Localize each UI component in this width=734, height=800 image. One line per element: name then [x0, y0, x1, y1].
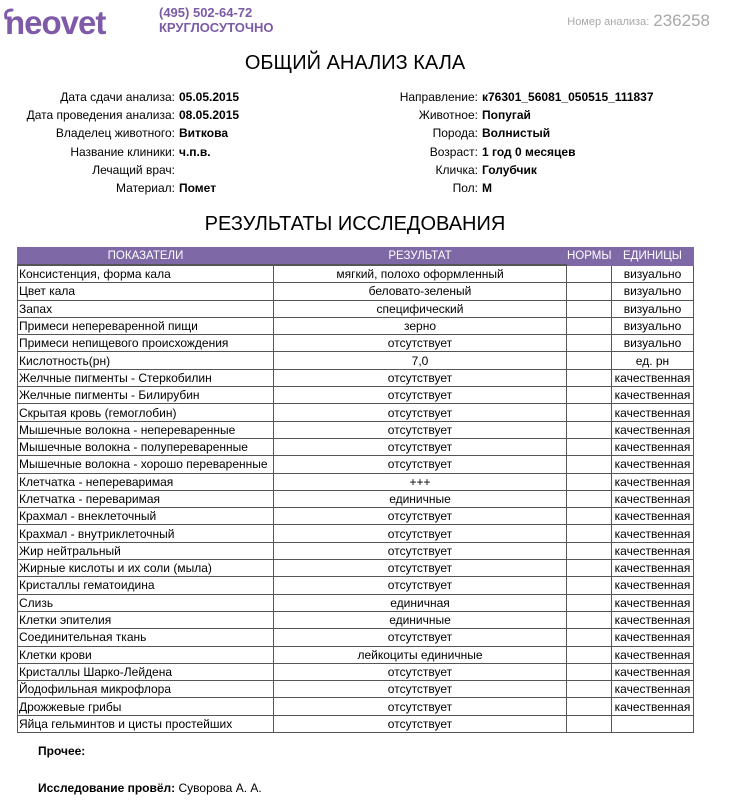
info-row — [0, 143, 239, 161]
info-left — [0, 88, 239, 197]
table-row — [18, 456, 694, 473]
cell-indicator: Крахмал - внеклеточный — [18, 508, 274, 525]
cell-norm — [567, 352, 612, 369]
cell-unit: качественная — [612, 525, 694, 542]
cell-result: отсутствует — [274, 369, 567, 386]
header-norms: НОРМЫ — [567, 248, 612, 266]
info-value: Виткова — [179, 126, 228, 141]
table-row — [18, 611, 694, 628]
cell-norm — [567, 335, 612, 352]
table-row — [18, 681, 694, 698]
cell-norm — [567, 560, 612, 577]
cell-unit: качественная — [612, 473, 694, 490]
info-row — [0, 124, 239, 142]
performed-label: Исследование провёл: — [38, 781, 176, 795]
table-row — [18, 629, 694, 646]
cell-indicator: Скрытая кровь (гемоглобин) — [18, 404, 274, 421]
cell-result: отсутствует — [274, 715, 567, 732]
cell-result: отсутствует — [274, 577, 567, 594]
info-label: Владелец животного: — [55, 126, 175, 141]
cell-indicator: Клетки эпителия — [18, 611, 274, 628]
table-row — [18, 369, 694, 386]
cell-norm — [567, 663, 612, 680]
info-value: М — [482, 180, 492, 195]
info-row — [330, 106, 654, 124]
contact-block — [159, 5, 273, 35]
cell-unit: качественная — [612, 490, 694, 507]
cell-indicator: Желчные пигменты - Стеркобилин — [18, 369, 274, 386]
cell-result: отсутствует — [274, 542, 567, 559]
table-row — [18, 283, 694, 300]
cell-norm — [567, 300, 612, 317]
cell-norm — [567, 542, 612, 559]
info-value: Волнистый — [482, 126, 551, 141]
cell-indicator: Жир нейтральный — [18, 542, 274, 559]
cell-norm — [567, 577, 612, 594]
analysis-number-label: Номер анализа: — [567, 16, 650, 28]
table-header-row — [18, 248, 694, 266]
info-row — [330, 161, 654, 179]
table-row — [18, 335, 694, 352]
cell-result: отсутствует — [274, 663, 567, 680]
info-label: Дата проведения анализа: — [26, 108, 175, 123]
info-label: Пол: — [452, 180, 478, 195]
table-row — [18, 542, 694, 559]
table-row — [18, 421, 694, 438]
cell-norm — [567, 283, 612, 300]
cell-result: отсутствует — [274, 456, 567, 473]
cell-result: отсутствует — [274, 387, 567, 404]
cell-indicator: Клетчатка - непереваримая — [18, 473, 274, 490]
cell-indicator: Кислотность(рн) — [18, 352, 274, 369]
table-row — [18, 560, 694, 577]
table-row — [18, 473, 694, 490]
cell-indicator: Желчные пигменты - Билирубин — [18, 387, 274, 404]
results-table-body — [18, 265, 694, 733]
cell-indicator: Клетчатка - переваримая — [18, 490, 274, 507]
cell-unit: качественная — [612, 698, 694, 715]
cell-unit: визуально — [612, 335, 694, 352]
cell-unit: ед. рн — [612, 352, 694, 369]
info-label: Название клиники: — [70, 144, 175, 159]
cell-indicator: Йодофильная микрофлора — [18, 681, 274, 698]
table-row — [18, 663, 694, 680]
cell-norm — [567, 525, 612, 542]
cell-unit: качественная — [612, 560, 694, 577]
page-title: ОБЩИЙ АНАЛИЗ КАЛА — [244, 52, 466, 74]
cell-unit: качественная — [612, 663, 694, 680]
other-label: Прочее: — [38, 744, 86, 758]
cell-result: +++ — [274, 473, 567, 490]
cell-result: отсутствует — [274, 698, 567, 715]
info-value: ч.п.в. — [179, 144, 211, 159]
cell-indicator: Мышечные волокна - полупереваренные — [18, 438, 274, 455]
analysis-number — [567, 10, 710, 30]
header-units: ЕДИНИЦЫ — [612, 248, 694, 266]
cell-indicator: Соединительная ткань — [18, 629, 274, 646]
cell-norm — [567, 438, 612, 455]
info-label: Материал: — [116, 180, 175, 195]
table-row — [18, 594, 694, 611]
cell-result: беловато-зеленый — [274, 283, 567, 300]
info-value: Голубчик — [482, 162, 537, 177]
cell-norm — [567, 594, 612, 611]
table-row — [18, 438, 694, 455]
header-indicators: ПОКАЗАТЕЛИ — [18, 248, 274, 266]
cell-norm — [567, 698, 612, 715]
cell-norm — [567, 681, 612, 698]
info-label: Дата сдачи анализа: — [60, 90, 175, 104]
cell-indicator: Примеси непищевого происхождения — [18, 335, 274, 352]
cell-unit: качественная — [612, 577, 694, 594]
cell-norm — [567, 369, 612, 386]
cell-indicator: Кристаллы гематоидина — [18, 577, 274, 594]
header-result: РЕЗУЛЬТАТ — [274, 248, 567, 266]
cell-norm — [567, 404, 612, 421]
analysis-number-value: 236258 — [653, 11, 710, 30]
cell-indicator: Крахмал - внутриклеточный — [18, 525, 274, 542]
cell-indicator: Примеси непереваренной пищи — [18, 317, 274, 334]
cell-norm — [567, 490, 612, 507]
cell-result: 7,0 — [274, 352, 567, 369]
cell-result: отсутствует — [274, 560, 567, 577]
cell-indicator: Жирные кислоты и их соли (мыла) — [18, 560, 274, 577]
cell-indicator: Дрожжевые грибы — [18, 698, 274, 715]
performed-by — [38, 781, 262, 795]
cell-unit: качественная — [612, 508, 694, 525]
results-table — [17, 247, 694, 733]
info-label: Возраст: — [429, 144, 478, 159]
cell-norm — [567, 421, 612, 438]
info-row — [330, 124, 654, 142]
table-row — [18, 525, 694, 542]
table-row — [18, 387, 694, 404]
cell-unit: качественная — [612, 646, 694, 663]
phone-number: (495) 502-64-72 — [159, 5, 253, 20]
cell-unit: качественная — [612, 629, 694, 646]
cell-norm — [567, 629, 612, 646]
cell-unit: визуально — [612, 283, 694, 300]
table-row — [18, 508, 694, 525]
cell-result: отсутствует — [274, 525, 567, 542]
cell-result: единичные — [274, 490, 567, 507]
cell-result: отсутствует — [274, 438, 567, 455]
table-row — [18, 490, 694, 507]
cell-indicator: Слизь — [18, 594, 274, 611]
info-label: Направление: — [399, 90, 478, 104]
info-value: 05.05.2015 — [179, 90, 240, 104]
info-row — [0, 161, 239, 179]
table-row — [18, 404, 694, 421]
hours-label: КРУГЛОСУТОЧНО — [159, 20, 274, 35]
performed-value: Суворова А. А. — [178, 781, 262, 795]
cell-unit: качественная — [612, 369, 694, 386]
cell-norm — [567, 317, 612, 334]
cell-result: лейкоциты единичные — [274, 646, 567, 663]
cell-norm — [567, 265, 612, 283]
cell-result: отсутствует — [274, 629, 567, 646]
cell-result: мягкий, полохо оформленный — [274, 265, 567, 283]
table-row — [18, 300, 694, 317]
table-row — [18, 317, 694, 334]
cell-unit: визуально — [612, 300, 694, 317]
cell-result: единичные — [274, 611, 567, 628]
cell-norm — [567, 611, 612, 628]
info-row — [330, 143, 654, 161]
cell-norm — [567, 456, 612, 473]
cell-indicator: Яйца гельминтов и цисты простейших — [18, 715, 274, 732]
info-row — [0, 179, 239, 197]
cell-unit: качественная — [612, 421, 694, 438]
info-value: к76301_56081_050515_111837 — [482, 90, 654, 104]
cell-norm — [567, 646, 612, 663]
cell-result: отсутствует — [274, 681, 567, 698]
info-value: Попугай — [482, 108, 531, 123]
table-row — [18, 715, 694, 732]
cell-unit: качественная — [612, 594, 694, 611]
info-row — [0, 106, 239, 124]
results-title: РЕЗУЛЬТАТЫ ИССЛЕДОВАНИЯ — [204, 213, 506, 235]
cell-unit: качественная — [612, 456, 694, 473]
cell-norm — [567, 508, 612, 525]
cell-unit — [612, 715, 694, 732]
cell-result: отсутствует — [274, 404, 567, 421]
info-row — [330, 179, 654, 197]
cell-unit: визуально — [612, 317, 694, 334]
table-row — [18, 646, 694, 663]
cell-result: специфический — [274, 300, 567, 317]
info-label: Лечащий врач: — [92, 162, 175, 177]
cell-norm — [567, 387, 612, 404]
cell-indicator: Мышечные волокна - хорошо переваренные — [18, 456, 274, 473]
cell-indicator: Запах — [18, 300, 274, 317]
cell-indicator: Кристаллы Шарко-Лейдена — [18, 663, 274, 680]
cell-result: отсутствует — [274, 335, 567, 352]
cell-unit: качественная — [612, 611, 694, 628]
info-value: 1 год 0 месяцев — [482, 144, 576, 159]
info-row — [330, 88, 654, 106]
cell-norm — [567, 715, 612, 732]
info-row — [0, 88, 239, 106]
table-row — [18, 577, 694, 594]
info-right — [330, 88, 654, 197]
info-value: 08.05.2015 — [179, 108, 240, 123]
cell-result: единичная — [274, 594, 567, 611]
cell-norm — [567, 473, 612, 490]
cell-result: отсутствует — [274, 421, 567, 438]
cell-result: зерно — [274, 317, 567, 334]
cell-result: отсутствует — [274, 508, 567, 525]
cell-unit: визуально — [612, 265, 694, 283]
table-row — [18, 352, 694, 369]
cell-indicator: Клетки крови — [18, 646, 274, 663]
cell-unit: качественная — [612, 542, 694, 559]
table-row — [18, 265, 694, 283]
cell-unit: качественная — [612, 404, 694, 421]
cell-indicator: Консистенция, форма кала — [18, 265, 274, 283]
info-label: Кличка: — [435, 162, 478, 177]
info-value: Помет — [179, 180, 217, 195]
cell-unit: качественная — [612, 387, 694, 404]
cell-unit: качественная — [612, 438, 694, 455]
neovet-logo — [2, 2, 127, 40]
info-label: Порода: — [432, 126, 478, 141]
info-label: Животное: — [418, 108, 478, 123]
table-row — [18, 698, 694, 715]
cell-unit: качественная — [612, 681, 694, 698]
cell-indicator: Мышечные волокна - непереваренные — [18, 421, 274, 438]
cell-indicator: Цвет кала — [18, 283, 274, 300]
logo-text: neovet — [5, 4, 106, 40]
